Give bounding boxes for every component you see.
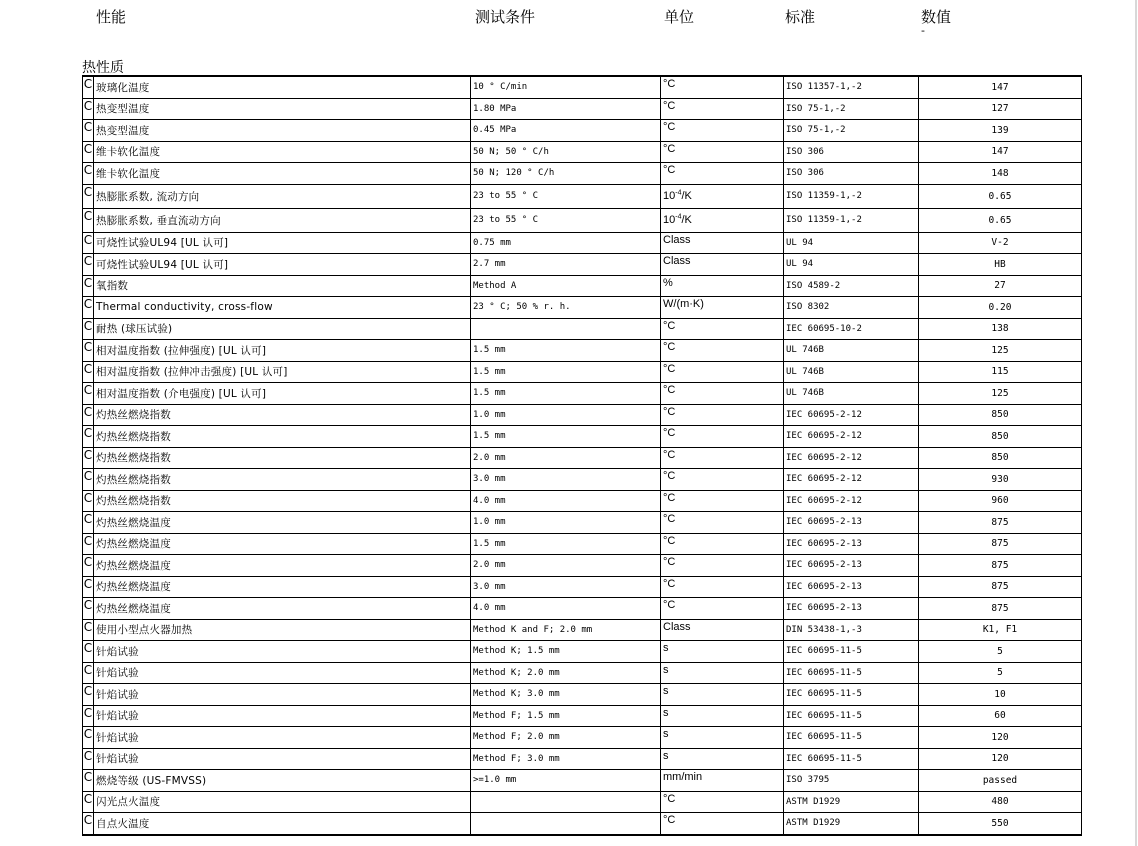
unit-base: 10: [663, 214, 676, 226]
table-row: [83, 447, 1082, 469]
row-condition: 4.0 mm: [471, 490, 661, 512]
table-row: [83, 512, 1082, 534]
row-condition: 1.0 mm: [471, 512, 661, 534]
table-row: [83, 297, 1082, 319]
row-unit: [661, 208, 784, 232]
row-unit: s: [661, 748, 784, 770]
table-row: [83, 770, 1082, 792]
unit-tail: /K: [681, 214, 692, 226]
row-property: 灼热丝燃烧指数: [94, 490, 471, 512]
row-flag: C: [83, 340, 94, 362]
row-flag: C: [83, 469, 94, 491]
row-standard: UL 94: [784, 254, 919, 276]
row-value: 550: [919, 813, 1082, 835]
row-value: 10: [919, 684, 1082, 706]
row-standard: IEC 60695-2-13: [784, 555, 919, 577]
table-row: [83, 705, 1082, 727]
row-unit: s: [661, 684, 784, 706]
row-unit: °C: [661, 555, 784, 577]
table-row: [83, 275, 1082, 297]
row-flag: C: [83, 120, 94, 142]
row-unit: s: [661, 662, 784, 684]
row-value: 850: [919, 404, 1082, 426]
row-value: 147: [919, 141, 1082, 163]
row-flag: C: [83, 141, 94, 163]
row-flag: C: [83, 555, 94, 577]
row-property: 灼热丝燃烧温度: [94, 555, 471, 577]
row-value: 115: [919, 361, 1082, 383]
row-standard: IEC 60695-10-2: [784, 318, 919, 340]
table-row: [83, 555, 1082, 577]
row-value: 850: [919, 447, 1082, 469]
row-value: 5: [919, 662, 1082, 684]
row-property: 针焰试验: [94, 641, 471, 663]
row-standard: ASTM D1929: [784, 791, 919, 813]
row-condition: 2.0 mm: [471, 555, 661, 577]
row-flag: C: [83, 447, 94, 469]
row-property: 相对温度指数 (介电强度) [UL 认可]: [94, 383, 471, 405]
row-property: 热膨胀系数, 垂直流动方向: [94, 208, 471, 232]
row-condition: [471, 318, 661, 340]
row-property: 灼热丝燃烧温度: [94, 512, 471, 534]
row-flag: C: [83, 748, 94, 770]
row-property: 针焰试验: [94, 705, 471, 727]
row-unit: °C: [661, 141, 784, 163]
table-row: [83, 254, 1082, 276]
header-value-dash: -: [921, 24, 925, 37]
row-unit: °C: [661, 383, 784, 405]
row-flag: C: [83, 727, 94, 749]
row-standard: ISO 11357-1,-2: [784, 76, 919, 98]
header-standard: 标准: [785, 8, 816, 26]
row-value: 930: [919, 469, 1082, 491]
row-property: 热变型温度: [94, 120, 471, 142]
row-property: 使用小型点火器加热: [94, 619, 471, 641]
row-flag: C: [83, 76, 94, 98]
table-row: [83, 619, 1082, 641]
table-row: [83, 340, 1082, 362]
row-value: 139: [919, 120, 1082, 142]
row-property: 维卡软化温度: [94, 141, 471, 163]
table-row: [83, 662, 1082, 684]
row-condition: Method F; 2.0 mm: [471, 727, 661, 749]
row-value: 875: [919, 555, 1082, 577]
row-standard: ISO 11359-1,-2: [784, 208, 919, 232]
unit-exponent: -4: [675, 213, 682, 221]
row-unit: °C: [661, 813, 784, 835]
row-flag: C: [83, 208, 94, 232]
row-unit: °C: [661, 791, 784, 813]
row-condition: Method K; 1.5 mm: [471, 641, 661, 663]
row-condition: Method K; 3.0 mm: [471, 684, 661, 706]
section-title: 热性质: [82, 60, 124, 76]
row-flag: C: [83, 662, 94, 684]
row-unit: °C: [661, 404, 784, 426]
row-value: 127: [919, 98, 1082, 120]
row-flag: C: [83, 512, 94, 534]
row-standard: ISO 75-1,-2: [784, 98, 919, 120]
row-unit: °C: [661, 490, 784, 512]
row-property: 氧指数: [94, 275, 471, 297]
header-condition: 测试条件: [475, 8, 536, 26]
row-flag: C: [83, 254, 94, 276]
row-condition: 1.5 mm: [471, 383, 661, 405]
row-flag: C: [83, 275, 94, 297]
row-condition: 4.0 mm: [471, 598, 661, 620]
row-property: 灼热丝燃烧温度: [94, 533, 471, 555]
row-unit: °C: [661, 76, 784, 98]
row-value: 850: [919, 426, 1082, 448]
row-value: 5: [919, 641, 1082, 663]
table-row: [83, 641, 1082, 663]
row-unit: °C: [661, 576, 784, 598]
row-unit: %: [661, 275, 784, 297]
row-condition: 1.80 MPa: [471, 98, 661, 120]
row-flag: C: [83, 533, 94, 555]
row-property: 灼热丝燃烧指数: [94, 426, 471, 448]
row-flag: C: [83, 598, 94, 620]
row-value: 147: [919, 76, 1082, 98]
table-row: [83, 361, 1082, 383]
row-condition: 1.5 mm: [471, 361, 661, 383]
table-row: [83, 791, 1082, 813]
row-condition: 50 N; 120 ° C/h: [471, 163, 661, 185]
row-condition: Method F; 3.0 mm: [471, 748, 661, 770]
table-row: [83, 490, 1082, 512]
row-value: K1, F1: [919, 619, 1082, 641]
row-condition: 23 ° C; 50 % r. h.: [471, 297, 661, 319]
unit-base: 10: [663, 190, 676, 202]
row-unit: Class: [661, 254, 784, 276]
row-flag: C: [83, 641, 94, 663]
row-standard: IEC 60695-2-12: [784, 447, 919, 469]
row-value: 480: [919, 791, 1082, 813]
row-flag: C: [83, 770, 94, 792]
row-unit: °C: [661, 98, 784, 120]
row-flag: C: [83, 98, 94, 120]
row-property: 针焰试验: [94, 748, 471, 770]
row-unit: s: [661, 641, 784, 663]
table-row: [83, 748, 1082, 770]
row-standard: IEC 60695-11-5: [784, 705, 919, 727]
row-property: Thermal conductivity, cross-flow: [94, 297, 471, 319]
row-standard: IEC 60695-2-13: [784, 512, 919, 534]
row-property: 灼热丝燃烧指数: [94, 469, 471, 491]
unit-tail: /K: [681, 190, 692, 202]
row-standard: UL 94: [784, 232, 919, 254]
row-unit: °C: [661, 469, 784, 491]
table-row: [83, 684, 1082, 706]
row-property: 灼热丝燃烧指数: [94, 404, 471, 426]
row-unit: °C: [661, 447, 784, 469]
row-unit: °C: [661, 426, 784, 448]
row-standard: IEC 60695-2-12: [784, 426, 919, 448]
row-flag: C: [83, 404, 94, 426]
row-unit: °C: [661, 512, 784, 534]
header-unit: 单位: [664, 8, 695, 26]
table-row: [83, 208, 1082, 232]
row-standard: UL 746B: [784, 340, 919, 362]
row-condition: >=1.0 mm: [471, 770, 661, 792]
row-condition: 1.0 mm: [471, 404, 661, 426]
table-row: [83, 141, 1082, 163]
row-unit: W/(m·K): [661, 297, 784, 319]
row-condition: Method F; 1.5 mm: [471, 705, 661, 727]
row-property: 针焰试验: [94, 684, 471, 706]
row-value: 960: [919, 490, 1082, 512]
table-row: [83, 383, 1082, 405]
row-property: 自点火温度: [94, 813, 471, 835]
table-row: [83, 120, 1082, 142]
row-standard: ISO 306: [784, 163, 919, 185]
table-row: [83, 232, 1082, 254]
row-value: V-2: [919, 232, 1082, 254]
row-flag: C: [83, 163, 94, 185]
table-row: [83, 404, 1082, 426]
row-value: 120: [919, 748, 1082, 770]
row-value: 875: [919, 576, 1082, 598]
table-row: [83, 426, 1082, 448]
row-flag: C: [83, 184, 94, 208]
row-condition: 3.0 mm: [471, 576, 661, 598]
row-standard: IEC 60695-2-12: [784, 404, 919, 426]
row-standard: IEC 60695-2-12: [784, 469, 919, 491]
row-condition: Method K; 2.0 mm: [471, 662, 661, 684]
row-value: 0.20: [919, 297, 1082, 319]
row-unit: °C: [661, 120, 784, 142]
row-flag: C: [83, 426, 94, 448]
row-standard: IEC 60695-2-13: [784, 576, 919, 598]
properties-table-body: [83, 76, 1082, 835]
row-standard: ASTM D1929: [784, 813, 919, 835]
row-property: 灼热丝燃烧指数: [94, 447, 471, 469]
row-value: 60: [919, 705, 1082, 727]
row-condition: 1.5 mm: [471, 340, 661, 362]
row-standard: IEC 60695-11-5: [784, 684, 919, 706]
row-condition: 2.0 mm: [471, 447, 661, 469]
row-condition: Method K and F; 2.0 mm: [471, 619, 661, 641]
table-row: [83, 727, 1082, 749]
row-standard: IEC 60695-11-5: [784, 748, 919, 770]
table-row: [83, 576, 1082, 598]
table-row: [83, 598, 1082, 620]
row-condition: 23 to 55 ° C: [471, 208, 661, 232]
row-value: 0.65: [919, 184, 1082, 208]
row-condition: 3.0 mm: [471, 469, 661, 491]
row-condition: 0.45 MPa: [471, 120, 661, 142]
row-property: 维卡软化温度: [94, 163, 471, 185]
row-unit: °C: [661, 361, 784, 383]
row-standard: ISO 306: [784, 141, 919, 163]
header-value: 数值: [921, 8, 952, 26]
row-property: 热膨胀系数, 流动方向: [94, 184, 471, 208]
row-property: 灼热丝燃烧温度: [94, 576, 471, 598]
header-property: 性能: [96, 8, 127, 26]
row-unit: [661, 184, 784, 208]
row-standard: ISO 75-1,-2: [784, 120, 919, 142]
row-property: 燃烧等级 (US-FMVSS): [94, 770, 471, 792]
row-flag: C: [83, 619, 94, 641]
row-standard: DIN 53438-1,-3: [784, 619, 919, 641]
row-unit: °C: [661, 340, 784, 362]
properties-table: [82, 75, 1082, 836]
row-standard: IEC 60695-11-5: [784, 727, 919, 749]
row-unit: mm/min: [661, 770, 784, 792]
table-row: [83, 318, 1082, 340]
row-flag: C: [83, 297, 94, 319]
table-row: [83, 76, 1082, 98]
row-property: 玻璃化温度: [94, 76, 471, 98]
row-unit: Class: [661, 232, 784, 254]
row-flag: C: [83, 813, 94, 835]
row-standard: IEC 60695-11-5: [784, 641, 919, 663]
row-property: 针焰试验: [94, 727, 471, 749]
row-value: HB: [919, 254, 1082, 276]
row-standard: UL 746B: [784, 383, 919, 405]
row-condition: 10 ° C/min: [471, 76, 661, 98]
row-flag: C: [83, 684, 94, 706]
row-unit: s: [661, 727, 784, 749]
row-value: 875: [919, 598, 1082, 620]
row-flag: C: [83, 490, 94, 512]
row-value: 125: [919, 340, 1082, 362]
row-property: 可烧性试验UL94 [UL 认可]: [94, 232, 471, 254]
row-flag: C: [83, 232, 94, 254]
row-condition: Method A: [471, 275, 661, 297]
row-unit: Class: [661, 619, 784, 641]
row-value: 125: [919, 383, 1082, 405]
row-condition: 50 N; 50 ° C/h: [471, 141, 661, 163]
row-property: 可烧性试验UL94 [UL 认可]: [94, 254, 471, 276]
row-flag: C: [83, 361, 94, 383]
row-unit: s: [661, 705, 784, 727]
table-row: [83, 533, 1082, 555]
row-flag: C: [83, 576, 94, 598]
table-row: [83, 163, 1082, 185]
table-row: [83, 184, 1082, 208]
row-standard: ISO 11359-1,-2: [784, 184, 919, 208]
row-condition: 23 to 55 ° C: [471, 184, 661, 208]
row-standard: UL 746B: [784, 361, 919, 383]
row-condition: 1.5 mm: [471, 533, 661, 555]
row-flag: C: [83, 318, 94, 340]
row-condition: 2.7 mm: [471, 254, 661, 276]
row-condition: [471, 813, 661, 835]
row-standard: ISO 8302: [784, 297, 919, 319]
row-flag: C: [83, 705, 94, 727]
table-row: [83, 813, 1082, 835]
column-header-row: [0, 6, 1138, 30]
row-standard: ISO 4589-2: [784, 275, 919, 297]
row-property: 相对温度指数 (拉伸冲击强度) [UL 认可]: [94, 361, 471, 383]
row-flag: C: [83, 791, 94, 813]
row-unit: °C: [661, 318, 784, 340]
row-value: 138: [919, 318, 1082, 340]
row-property: 热变型温度: [94, 98, 471, 120]
row-standard: IEC 60695-2-13: [784, 598, 919, 620]
row-value: 875: [919, 512, 1082, 534]
table-row: [83, 98, 1082, 120]
row-flag: C: [83, 383, 94, 405]
row-property: 耐热 (球压试验): [94, 318, 471, 340]
table-row: [83, 469, 1082, 491]
row-condition: [471, 791, 661, 813]
row-value: 148: [919, 163, 1082, 185]
page-right-edge: [1135, 0, 1137, 846]
row-unit: °C: [661, 163, 784, 185]
row-condition: 1.5 mm: [471, 426, 661, 448]
unit-exponent: -4: [675, 189, 682, 197]
row-value: 27: [919, 275, 1082, 297]
row-value: 120: [919, 727, 1082, 749]
row-standard: IEC 60695-2-12: [784, 490, 919, 512]
row-standard: IEC 60695-2-13: [784, 533, 919, 555]
row-value: passed: [919, 770, 1082, 792]
row-property: 灼热丝燃烧温度: [94, 598, 471, 620]
row-property: 相对温度指数 (拉伸强度) [UL 认可]: [94, 340, 471, 362]
row-condition: 0.75 mm: [471, 232, 661, 254]
row-unit: °C: [661, 598, 784, 620]
row-property: 闪光点火温度: [94, 791, 471, 813]
row-value: 0.65: [919, 208, 1082, 232]
row-standard: IEC 60695-11-5: [784, 662, 919, 684]
row-property: 针焰试验: [94, 662, 471, 684]
row-value: 875: [919, 533, 1082, 555]
row-unit: °C: [661, 533, 784, 555]
row-standard: ISO 3795: [784, 770, 919, 792]
